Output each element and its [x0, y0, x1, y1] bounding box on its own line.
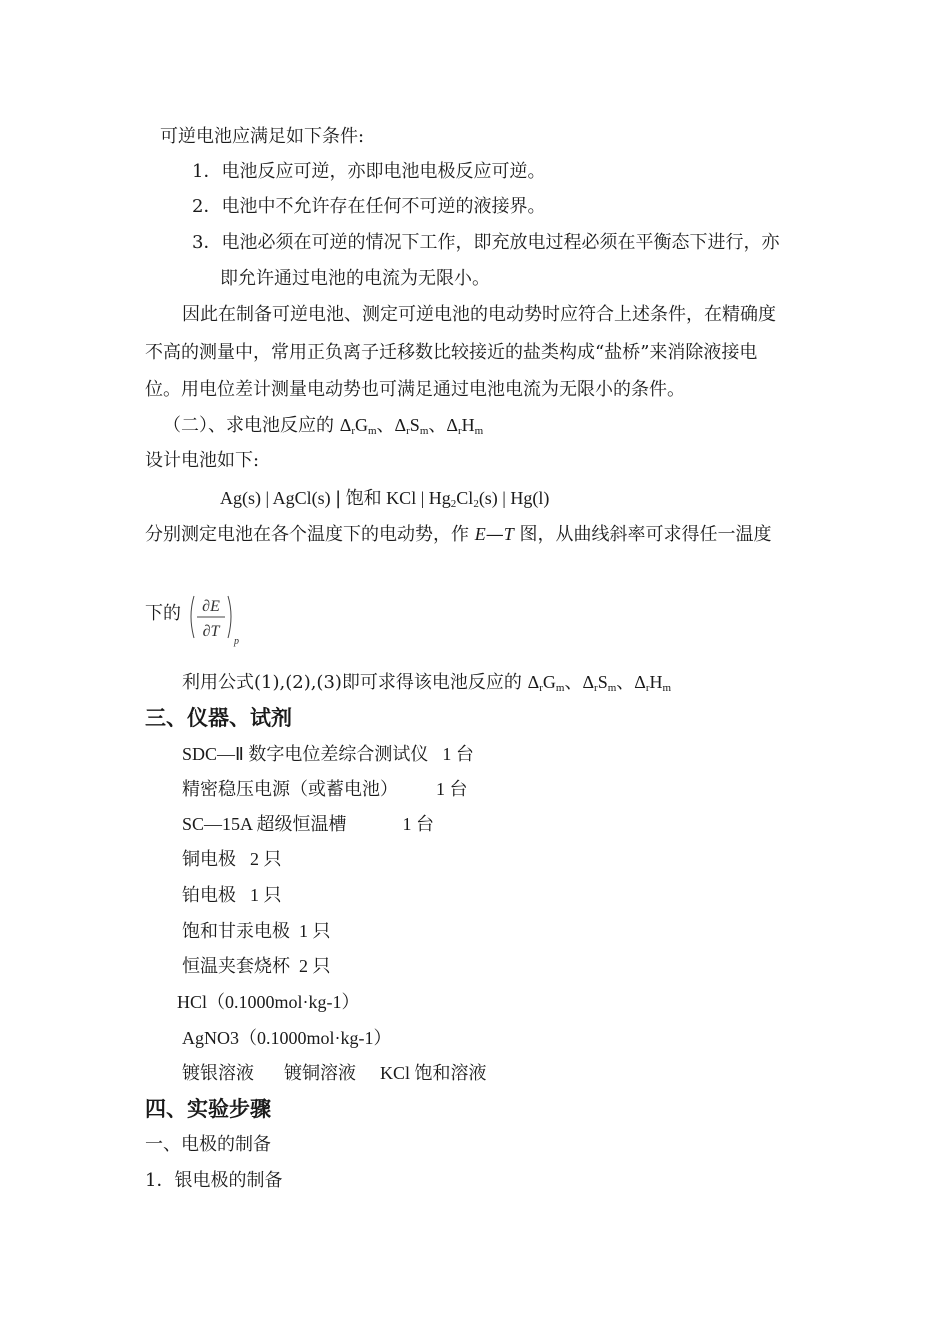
- delta-s-2: $\Delta_rS_m$: [582, 672, 617, 694]
- solutions-line: 镀银溶液 镀铜溶液 KCl 饱和溶液: [182, 1063, 487, 1084]
- instrument-item: 精密稳压电源（或蓄电池） 1 台: [182, 779, 468, 800]
- paragraph-line-1: 因此在制备可逆电池、测定可逆电池的电动势时应符合上述条件，在精确度: [182, 304, 776, 325]
- use-formula-line: 利用公式(1),(2),(3)即可求得该电池反应的 $\Delta_rG_m$、$\Delta_rS_m$、$\Delta_rH_m$: [182, 672, 672, 694]
- delta-h-2: $\Delta_rH_m$: [634, 672, 672, 694]
- partial-derivative-label: 下的: [145, 603, 181, 624]
- delta-s: $\Delta_rS_m$: [394, 415, 429, 437]
- reagent-hcl: HCl（0.1000mol·kg-1）: [177, 992, 360, 1012]
- cell-formula: Ag(s) | AgCl(s) | 饱和 KCl | $Hg_2Cl_2(s)$ | Hg(l): [220, 488, 550, 510]
- partial-numerator: ∂E: [202, 598, 220, 615]
- section-2-title-prefix: （二）、求电池反应的: [163, 415, 340, 436]
- section-4-subheading-1: 一、电极的制备: [145, 1134, 271, 1155]
- instrument-item: SC—15A 超级恒温槽 1 台: [182, 814, 435, 834]
- instrument-item: 铜电极 2 只: [182, 849, 282, 870]
- section-2-title: （二）、求电池反应的 $\Delta_rG_m$、$\Delta_rS_m$、$\Delta_rH_m$: [163, 415, 484, 437]
- instrument-item: 饱和甘汞电极 1 只: [182, 921, 331, 942]
- partial-derivative-expression: [187, 592, 247, 648]
- paragraph-line-2: 不高的测量中，常用正负离子迁移数比较接近的盐类构成“盐桥”来消除液接电: [145, 342, 758, 363]
- delta-g-2: $\Delta_rG_m$: [527, 672, 565, 694]
- partial-denominator: ∂T: [202, 623, 220, 640]
- instrument-item: SDC—Ⅱ 数字电位差综合测试仪 1 台: [182, 744, 474, 764]
- section-4-subheading-2: 1．银电极的制备: [145, 1170, 283, 1191]
- instrument-item: 恒温夹套烧杯 2 只: [182, 956, 331, 977]
- partial-subscript: p: [234, 636, 239, 647]
- cell-design-label: 设计电池如下:: [145, 450, 260, 471]
- reagent-agno3: AgNO3（0.1000mol·kg-1）: [182, 1028, 392, 1048]
- delta-h: $\Delta_rH_m$: [446, 415, 484, 437]
- conditions-intro: 可逆电池应满足如下条件:: [160, 126, 365, 147]
- condition-item-3-line-1: 3．电池必须在可逆的情况下工作，即充放电过程必须在平衡态下进行，亦: [192, 232, 780, 253]
- condition-item-1: 1．电池反应可逆，亦即电池电极反应可逆。: [192, 161, 546, 182]
- condition-item-2: 2．电池中不允许存在任何不可逆的液接界。: [192, 196, 546, 217]
- instrument-item: 铂电极 1 只: [182, 885, 282, 906]
- delta-g: $\Delta_rG_m$: [339, 415, 377, 437]
- condition-item-3-line-2: 即允许通过电池的电流为无限小。: [220, 268, 490, 289]
- section-4-heading: 四、实验步骤: [145, 1096, 271, 1121]
- paragraph-line-3: 位。用电位差计测量电动势也可满足通过电池电流为无限小的条件。: [145, 379, 685, 400]
- measure-line: 分别测定电池在各个温度下的电动势，作 E—T 图，从曲线斜率可求得任一温度: [145, 524, 772, 545]
- section-3-heading: 三、仪器、试剂: [145, 705, 292, 730]
